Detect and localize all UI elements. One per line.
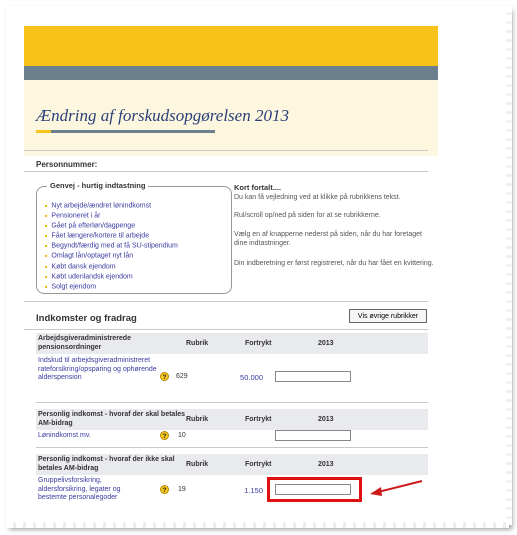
genvej-link-su[interactable]: ■ Begyndt/færdig med at få SU-stipendium bbox=[45, 241, 178, 251]
arrow-icon bbox=[366, 478, 426, 498]
genvej-link-nyt-arbejde[interactable]: ■ Nyt arbejde/ændret lønindkomst bbox=[45, 201, 178, 211]
kort-fortalt-text-3: Vælg en af knapperne nederst på siden, når du har foretaget dine indtastninger. bbox=[234, 231, 422, 247]
kort-fortalt-text-2: Rul/scroll op/ned på siden for at se rubrikkerne. bbox=[234, 212, 381, 219]
genvej-list bbox=[45, 201, 178, 292]
header-gray-band bbox=[24, 66, 438, 80]
divider bbox=[24, 329, 428, 330]
help-icon[interactable]: ? bbox=[160, 485, 169, 494]
divider bbox=[24, 171, 428, 172]
rubrik-number: 19 bbox=[178, 486, 186, 493]
genvej-link-arbejdsvej[interactable]: ■ Fået længere/kortere til arbejde bbox=[45, 231, 178, 241]
genvej-link-udenlandsk-ejendom[interactable]: ■ Købt udenlandsk ejendom bbox=[45, 272, 178, 282]
column-fortrykt: Fortrykt bbox=[245, 461, 272, 468]
column-rubrik: Rubrik bbox=[186, 461, 209, 468]
genvej-link-laan[interactable]: ■ Omlagt lån/optaget nyt lån bbox=[45, 251, 178, 261]
personnummer-label: Personnummer: bbox=[36, 160, 98, 169]
column-year: 2013 bbox=[318, 461, 334, 468]
vis-oevrige-rubrikker-button[interactable]: Vis øvrige rubrikker bbox=[349, 309, 427, 323]
genvej-link-pensioneret[interactable]: ■ Pensioneret i år bbox=[45, 211, 178, 221]
group-header-pension bbox=[36, 333, 428, 354]
column-rubrik: Rubrik bbox=[186, 416, 209, 423]
column-rubrik: Rubrik bbox=[186, 340, 209, 347]
rubrik-629-input[interactable] bbox=[275, 371, 351, 382]
fortrykt-value: 1.150 bbox=[244, 486, 263, 495]
genvej-box bbox=[36, 181, 232, 294]
rubrik-10-label-link[interactable]: Lønindkomst mv. bbox=[38, 432, 91, 439]
rubrik-number: 629 bbox=[176, 373, 188, 380]
section-title: Indkomster og fradrag bbox=[36, 313, 137, 324]
genvej-link-efterloen[interactable]: ■ Gået på efterløn/dagpenge bbox=[45, 221, 178, 231]
form-page bbox=[24, 26, 438, 506]
column-year: 2013 bbox=[318, 340, 334, 347]
kort-fortalt-text-1: Du kan få vejledning ved at klikke på rubrikkens tekst. bbox=[234, 194, 401, 201]
title-underline bbox=[51, 130, 215, 133]
group-title: Personlig indkomst - hvoraf der ikke skal betales AM-bidrag bbox=[38, 456, 175, 472]
rubrik-10-input[interactable] bbox=[275, 430, 351, 441]
genvej-link-solgt-ejendom[interactable]: ■ Solgt ejendom bbox=[45, 282, 178, 292]
highlight-box bbox=[267, 477, 362, 502]
column-fortrykt: Fortrykt bbox=[245, 340, 272, 347]
genvej-link-dansk-ejendom[interactable]: ■ Købt dansk ejendom bbox=[45, 262, 178, 272]
rubrik-19-label-link[interactable]: Gruppelivsforsikring, aldersforsikring, legater og bestemte personalegoder bbox=[38, 477, 121, 501]
title-underline-accent bbox=[36, 130, 51, 133]
rubrik-number: 10 bbox=[178, 432, 186, 439]
fortrykt-value: 50.000 bbox=[240, 373, 263, 382]
divider bbox=[36, 447, 428, 448]
page-title: Ændring af forskudsopgørelsen 2013 bbox=[36, 106, 289, 125]
header-yellow-band bbox=[24, 26, 438, 66]
title-area bbox=[24, 80, 438, 156]
torn-edge-bottom bbox=[6, 522, 509, 528]
group-title: Personlig indkomst - hvoraf der skal betales AM-bidrag bbox=[38, 411, 186, 427]
help-icon[interactable]: ? bbox=[160, 431, 169, 440]
divider bbox=[24, 150, 428, 151]
column-year: 2013 bbox=[318, 416, 334, 423]
kort-fortalt-text-4: Din indberetning er først registreret, når du har fået en kvittering. bbox=[234, 260, 434, 267]
divider bbox=[36, 402, 428, 403]
help-icon[interactable]: ? bbox=[160, 372, 169, 381]
genvej-title: Genvej - hurtig indtastning bbox=[47, 181, 148, 190]
kort-fortalt-title: Kort fortalt.... bbox=[234, 183, 282, 192]
torn-edge-right bbox=[506, 6, 512, 525]
divider bbox=[24, 301, 428, 302]
column-fortrykt: Fortrykt bbox=[245, 416, 272, 423]
group-header-ikke-am-bidrag bbox=[36, 454, 428, 475]
rubrik-629-label-link[interactable]: Indskud til arbejdsgiveradministreret rateforsikring/opsparing og ophørende alderspension bbox=[38, 357, 157, 381]
group-title: Arbejdsgiveradministrerede pensionsordninger bbox=[38, 335, 131, 351]
group-header-am-bidrag bbox=[36, 409, 428, 430]
